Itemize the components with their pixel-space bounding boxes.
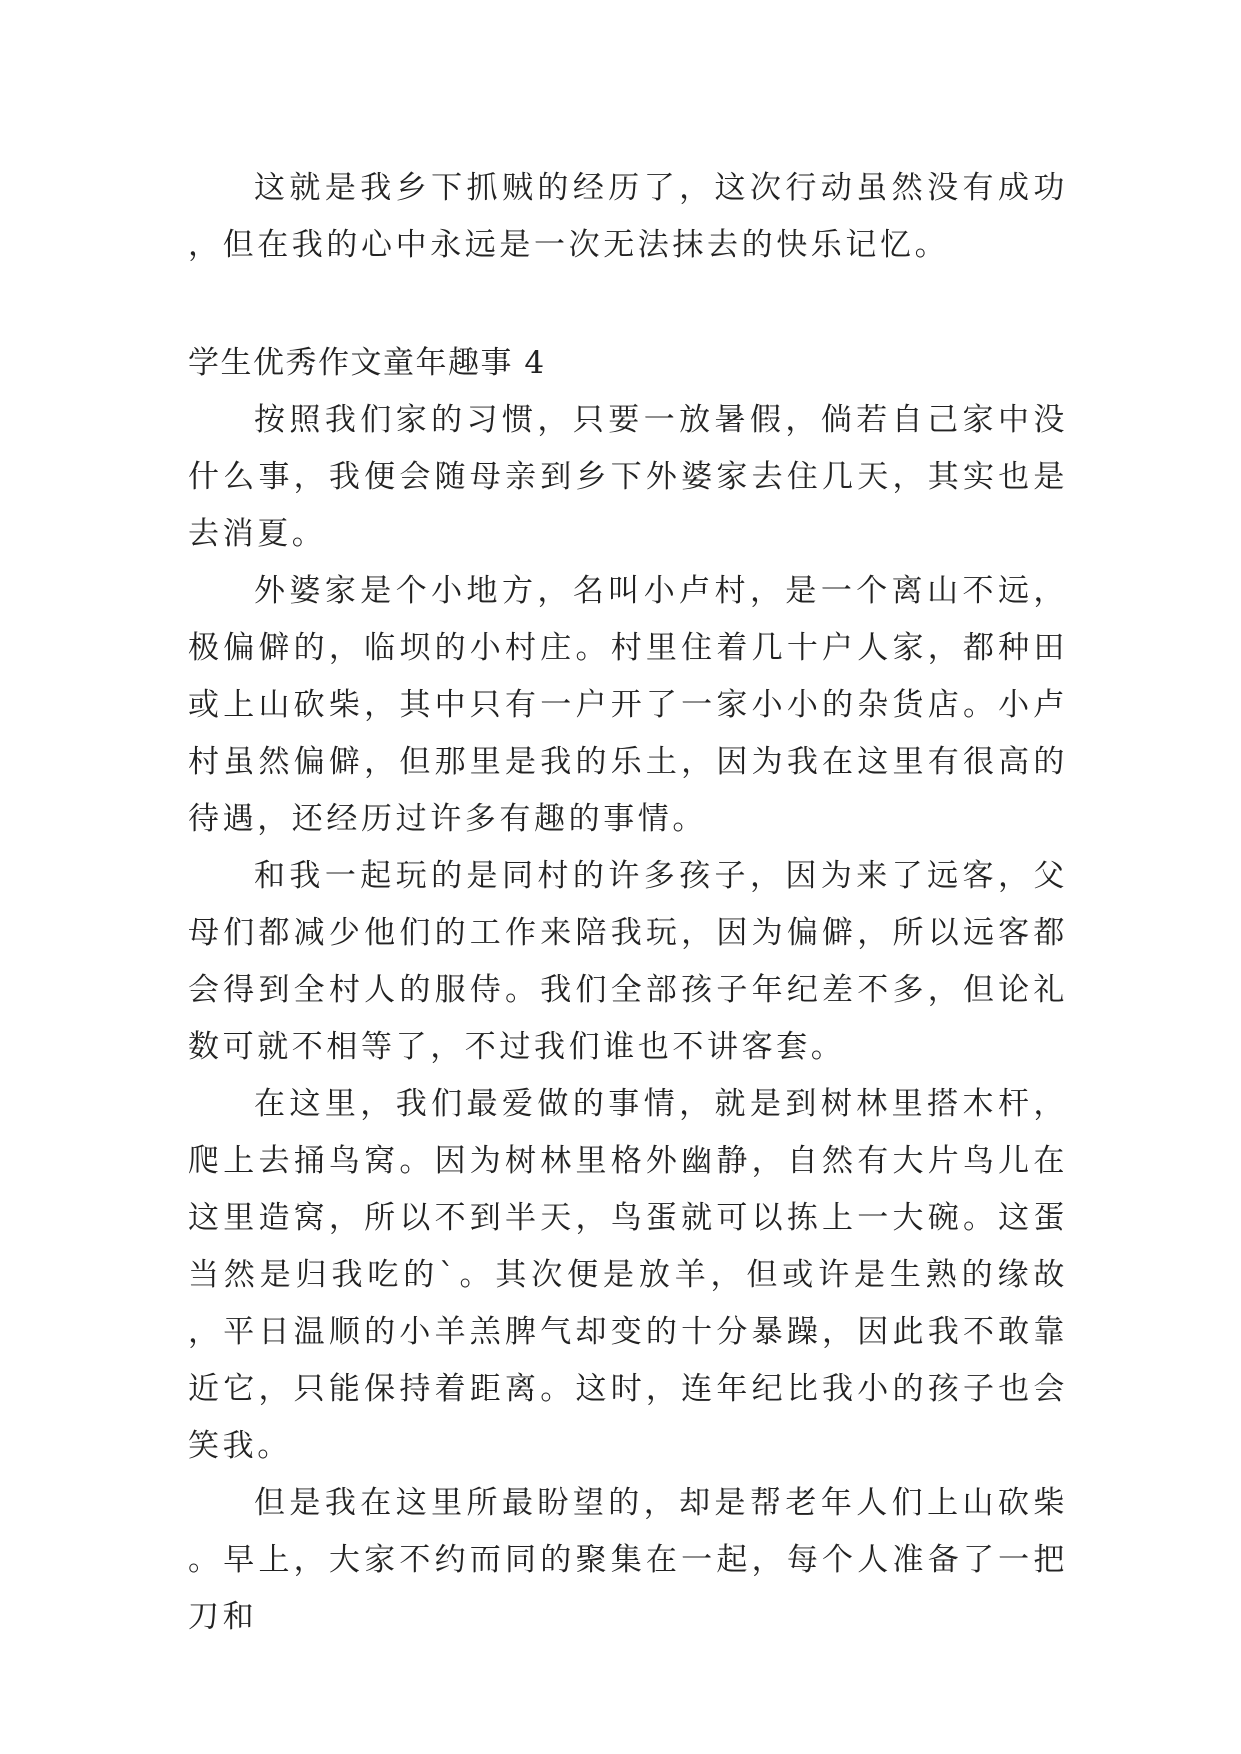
paragraph-4: 在这里，我们最爱做的事情，就是到树林里搭木杆，爬上去捅鸟窝。因为树林里格外幽静，自然有大片鸟儿在这里造窝，所以不到半天，鸟蛋就可以拣上一大碗。这蛋当然是归我吃的`。其次便是放羊，但或许是生熟的缘故，平日温顺的小羊羔脾气却变的十分暴躁，因此我不敢靠近它，只能保持着距离。这时，连年纪比我小的孩子也会笑我。 [188,1086,1068,1464]
intro-paragraph: 这就是我乡下抓贼的经历了，这次行动虽然没有成功，但在我的心中永远是一次无法抹去的快乐记忆。 [188,170,1068,263]
section-title: 学生优秀作文童年趣事 4 [188,345,546,381]
paragraph-3: 和我一起玩的是同村的许多孩子，因为来了远客，父母们都减少他们的工作来陪我玩，因为偏僻，所以远客都会得到全村人的服侍。我们全部孩子年纪差不多，但论礼数可就不相等了，不过我们谁也不讲客套。 [188,858,1068,1065]
paragraph-2: 外婆家是个小地方，名叫小卢村，是一个离山不远，极偏僻的，临坝的小村庄。村里住着几十户人家，都种田或上山砍柴，其中只有一户开了一家小小的杂货店。小卢村虽然偏僻，但那里是我的乐土，因为我在这里有很高的待遇，还经历过许多有趣的事情。 [188,573,1068,837]
paragraph-1: 按照我们家的习惯，只要一放暑假，倘若自己家中没什么事，我便会随母亲到乡下外婆家去住几天，其实也是去消夏。 [188,402,1068,552]
document-body [188,160,1068,1646]
section-spacer [188,274,1068,335]
paragraph-5: 但是我在这里所最盼望的，却是帮老年人们上山砍柴。早上，大家不约而同的聚集在一起，每个人准备了一把刀和 [188,1485,1068,1635]
